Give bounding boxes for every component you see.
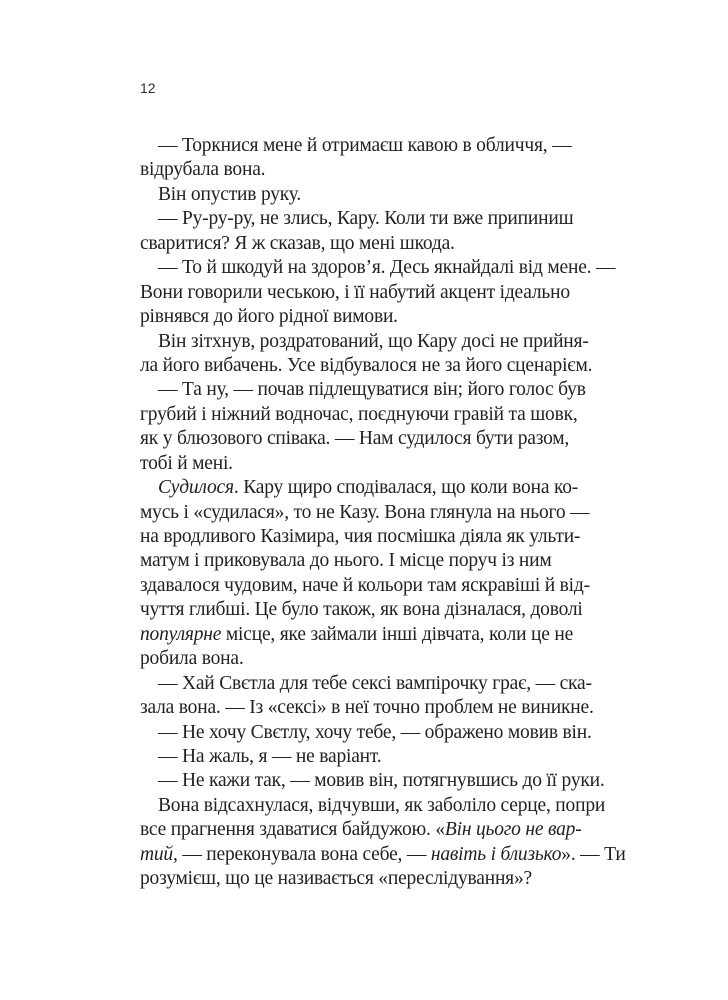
body-text (140, 134, 626, 892)
text-segment: як у блюзового співака. — Нам судилося бути разом, (140, 428, 570, 450)
text-segment: Вона відсахнулася, відчувши, як заболіло серце, попри (158, 794, 606, 816)
text-segment: — Не хочу Свєтлу, хочу тебе, — ображено мовив він. (158, 721, 592, 743)
text-line (140, 183, 523, 207)
text-line (140, 305, 523, 329)
text-line (140, 843, 626, 867)
text-segment: відрубала вона. (140, 159, 266, 181)
text-segment: здавалося чудовим, наче й кольори там яскравіші й від- (140, 574, 590, 596)
text-segment: , — переконувала вона себе, — (172, 843, 431, 865)
text-segment: мусь і «судилася», то не Казу. Вона глянула на нього — (140, 501, 590, 523)
text-line (140, 207, 574, 231)
text-line (140, 867, 532, 891)
text-segment: на вродливого Казімира, чия посмішка діяла як ульти- (140, 526, 581, 547)
text-line (140, 158, 523, 182)
text-segment: матум і приковувала до нього. І місце поруч із ним (140, 550, 552, 572)
text-segment: — Та ну, — почав підлещуватися він; його голос був (158, 379, 586, 401)
text-segment: Вони говорили чеською, і її набутий акцент ідеально (140, 281, 570, 303)
text-line (140, 232, 523, 256)
text-segment: зала вона. — Із «сексі» в неї точно проблем не виникне. (140, 697, 594, 719)
text-segment: — Хай Свєтла для тебе сексі вампірочку грає, — ска- (158, 672, 592, 694)
text-segment: грубий і ніжний водночас, поєднуючи гравій та шовк, (140, 403, 578, 425)
text-segment: Він зітхнув, роздратований, що Кару досі не прийня- (158, 330, 589, 352)
text-line (140, 427, 570, 451)
italic-text: популярне (140, 623, 222, 645)
text-segment: . Кару щиро сподівалася, що коли вона ко- (233, 477, 579, 499)
text-line (140, 647, 523, 671)
text-line (140, 525, 581, 549)
text-line (140, 672, 592, 696)
text-line (140, 403, 578, 427)
italic-text: навіть і близько (430, 843, 562, 865)
text-line (140, 745, 523, 769)
text-segment: чуття глибші. Це було також, як вона дізналася, доволі (140, 599, 583, 621)
text-line (140, 330, 589, 354)
text-line (140, 549, 552, 573)
text-segment: ла його вибачень. Усе відбувалося не за його сценарієм. (140, 354, 593, 376)
text-line (140, 721, 592, 745)
italic-text: Він цього не вар- (444, 819, 582, 841)
text-line (140, 134, 572, 158)
text-segment: все прагнення здаватися байдужою. « (140, 819, 445, 841)
text-segment: робила вона. (140, 648, 244, 670)
text-segment: ». — Ти (561, 843, 626, 865)
text-segment: сваритися? Я ж сказав, що мені шкода. (140, 232, 455, 254)
text-line (140, 769, 605, 793)
text-segment: — То й шкодуй на здоров’я. Десь якнайдалі від мене. — (158, 257, 616, 279)
text-segment: місце, яке займали інші дівчата, коли це не (221, 623, 574, 645)
text-segment: — На жаль, я — не варіант. (158, 745, 382, 767)
text-line (140, 378, 586, 402)
text-line (140, 476, 579, 500)
text-segment: тобі й мені. (140, 452, 233, 474)
page-number: 12 (140, 80, 156, 96)
text-line (140, 818, 582, 842)
text-line (140, 574, 590, 598)
text-line (140, 794, 606, 818)
text-line (140, 623, 574, 647)
text-line (140, 696, 594, 720)
text-line (140, 501, 590, 525)
text-segment: — Не кажи так, — мовив він, потягнувшись до її руки. (158, 770, 605, 792)
italic-text: Судилося (158, 477, 234, 499)
text-line (140, 354, 593, 378)
text-line (140, 452, 523, 476)
text-line (140, 256, 616, 280)
italic-text: тий (140, 843, 173, 865)
text-line (140, 281, 570, 305)
text-segment: рівнявся до його рідної вимови. (140, 306, 398, 328)
text-segment: розумієш, що це називається «переслідування»? (140, 868, 532, 890)
text-segment: — Торкнися мене й отримаєш кавою в обличчя, — (158, 135, 572, 156)
text-line (140, 598, 583, 622)
text-segment: — Ру-ру-ру, не злись, Кару. Коли ти вже припиниш (158, 208, 574, 230)
text-segment: Він опустив руку. (158, 183, 302, 205)
